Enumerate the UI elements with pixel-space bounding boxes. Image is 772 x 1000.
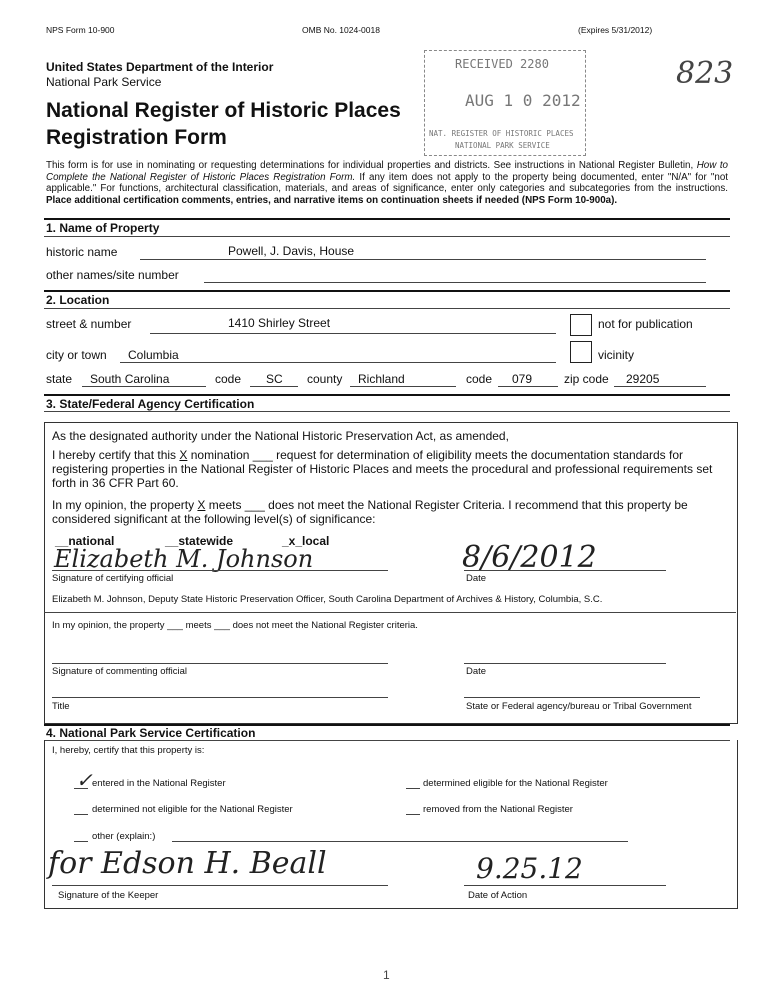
section1-rule-bottom [44, 236, 730, 237]
nps-panel [44, 740, 738, 909]
other-explain-line [172, 841, 628, 842]
agency-label: State or Federal agency/bureau or Tribal Government [466, 701, 692, 712]
zip-line [614, 386, 706, 387]
opinion-a: In my opinion, the property [52, 498, 198, 512]
section1-title: 1. Name of Property [46, 221, 160, 235]
certify-text [52, 448, 732, 490]
county-code-line [498, 386, 558, 387]
section2-rule [44, 290, 730, 292]
agency-line [464, 697, 700, 698]
certify-b: nomination ___ request for determination of eligibility meets the documentation standards for registering properties in the National Register of Historic Places and meets the procedural and professional requirements set forth in 36 CFR Part 60. [52, 448, 713, 490]
vicinity-label: vicinity [598, 348, 635, 362]
authority-text: As the designated authority under the National Historic Preservation Act, as amended, [52, 429, 509, 443]
stamp-service: NATIONAL PARK SERVICE [455, 141, 550, 150]
section2-title: 2. Location [46, 293, 110, 307]
zip-value[interactable]: 29205 [626, 372, 660, 386]
section3-rule [44, 394, 730, 396]
action-date-value: 9.25.12 [476, 852, 583, 885]
official-name: Elizabeth M. Johnson, Deputy State Historic Preservation Officer, South Carolina Department of Archives & History, Columbia, S.C. [52, 594, 603, 605]
state-line [82, 386, 206, 387]
other-names-line [204, 282, 706, 283]
historic-name-value[interactable]: Powell, J. Davis, House [228, 244, 355, 258]
county-label: county [307, 372, 343, 386]
opinion2-text: In my opinion, the property ___ meets ___ does not meet the National Register criteria. [52, 620, 418, 631]
entered-check-mark: ✓ [76, 768, 93, 792]
intro-bold: Place additional certification comments, entries, and narrative items on continuation sheets if needed (NPS Form 10-900a). [46, 194, 618, 206]
certifying-sig-line [52, 570, 388, 571]
state-value[interactable]: South Carolina [90, 372, 170, 386]
street-line [150, 333, 556, 334]
street-value[interactable]: 1410 Shirley Street [228, 316, 331, 330]
not-for-publication-checkbox[interactable] [570, 314, 592, 336]
opt5-blank [74, 841, 88, 842]
level-statewide: __statewide [165, 534, 234, 548]
handwritten-number: 823 [676, 56, 734, 91]
certifying-date-value: 8/6/2012 [462, 540, 597, 575]
vicinity-checkbox[interactable] [570, 341, 592, 363]
service: National Park Service [46, 75, 162, 89]
opt1-blank [74, 788, 88, 789]
intro-italic: How to Complete the National Register of Historic Places Registration Form. [46, 160, 728, 183]
page-number: 1 [383, 968, 390, 982]
section4-title: 4. National Park Service Certification [46, 726, 256, 740]
opt4-blank [406, 814, 420, 815]
stamp-received: RECEIVED 2280 [455, 57, 549, 71]
state-code-label: code [215, 372, 242, 386]
county-code-value[interactable]: 079 [512, 372, 533, 386]
title-line [52, 697, 388, 698]
opinion-b: meets ___ does not meet the National Register Criteria. I recommend that this property be considered significant at the following level(s) of significance: [52, 498, 688, 526]
expiration: (Expires 5/31/2012) [578, 25, 653, 35]
received-stamp [424, 50, 586, 156]
certifying-date-label: Date [466, 573, 487, 584]
opt-other[interactable]: other (explain:) [92, 831, 156, 842]
form-title-line1: National Register of Historic Places [46, 99, 401, 122]
zip-label: zip code [564, 372, 609, 386]
street-label: street & number [46, 317, 132, 331]
keeper-signature: for Edson H. Beall [48, 846, 327, 881]
intro-b: If any item does not apply to the property being documented, enter "N/A" for "not applicable." For functions, architectural classification, materials, and areas of significance, enter only categories and subcategories from the instructions. [46, 171, 728, 194]
opt-not-eligible[interactable]: determined not eligible for the National Register [92, 804, 293, 815]
state-code-line [250, 386, 298, 387]
stamp-register: NAT. REGISTER OF HISTORIC PLACES [429, 129, 574, 138]
state-code-value[interactable]: SC [266, 372, 283, 386]
nps-intro: I, hereby, certify that this property is: [52, 745, 205, 756]
commenting-date-label: Date [466, 666, 487, 677]
county-value[interactable]: Richland [358, 372, 405, 386]
city-value[interactable]: Columbia [128, 348, 179, 362]
intro-text [46, 160, 728, 206]
section2-rule-bottom [44, 308, 730, 309]
city-label: city or town [46, 348, 107, 362]
section1-rule [44, 218, 730, 220]
opt2-blank [406, 788, 420, 789]
keeper-sig-label: Signature of the Keeper [58, 890, 159, 901]
state-label: state [46, 372, 73, 386]
section3-title: 3. State/Federal Agency Certification [46, 397, 255, 411]
opt-determined-eligible[interactable]: determined eligible for the National Register [423, 778, 608, 789]
other-names-label: other names/site number [46, 268, 179, 282]
certification-divider [44, 612, 736, 613]
certifying-date-line [464, 570, 666, 571]
historic-name-label: historic name [46, 245, 118, 259]
commenting-sig-line [52, 663, 388, 664]
department: United States Department of the Interior [46, 60, 274, 74]
nomination-mark: X [179, 448, 188, 462]
county-line [350, 386, 456, 387]
form-number: NPS Form 10-900 [46, 25, 115, 35]
section3-rule-bottom [44, 411, 730, 412]
certifying-sig-label: Signature of certifying official [52, 573, 174, 584]
certifying-signature: Elizabeth M. Johnson [54, 545, 314, 573]
commenting-date-line [464, 663, 666, 664]
opt-entered[interactable]: entered in the National Register [92, 778, 226, 789]
action-date-label: Date of Action [468, 890, 528, 901]
not-for-publication-label: not for publication [598, 317, 693, 331]
form-title-line2: Registration Form [46, 126, 227, 149]
level-national: __national [55, 534, 115, 548]
title-label: Title [52, 701, 70, 712]
commenting-sig-label: Signature of commenting official [52, 666, 188, 677]
county-code-label: code [466, 372, 493, 386]
level-local: _x_local [282, 534, 330, 548]
intro-a: This form is for use in nominating or requesting determinations for individual properties and districts. See instructions in National Register Bulletin, [46, 160, 697, 171]
action-date-line [464, 885, 666, 886]
omb-number: OMB No. 1024-0018 [302, 25, 380, 35]
keeper-sig-line [52, 885, 388, 886]
certify-a: I hereby certify that this [52, 448, 180, 462]
stamp-date: AUG 1 0 2012 [465, 91, 581, 110]
opinion-text [52, 498, 732, 526]
opt3-blank [74, 814, 88, 815]
historic-name-line [140, 259, 706, 260]
meets-mark: X [197, 498, 206, 512]
city-line [120, 362, 556, 363]
opt-removed[interactable]: removed from the National Register [423, 804, 573, 815]
